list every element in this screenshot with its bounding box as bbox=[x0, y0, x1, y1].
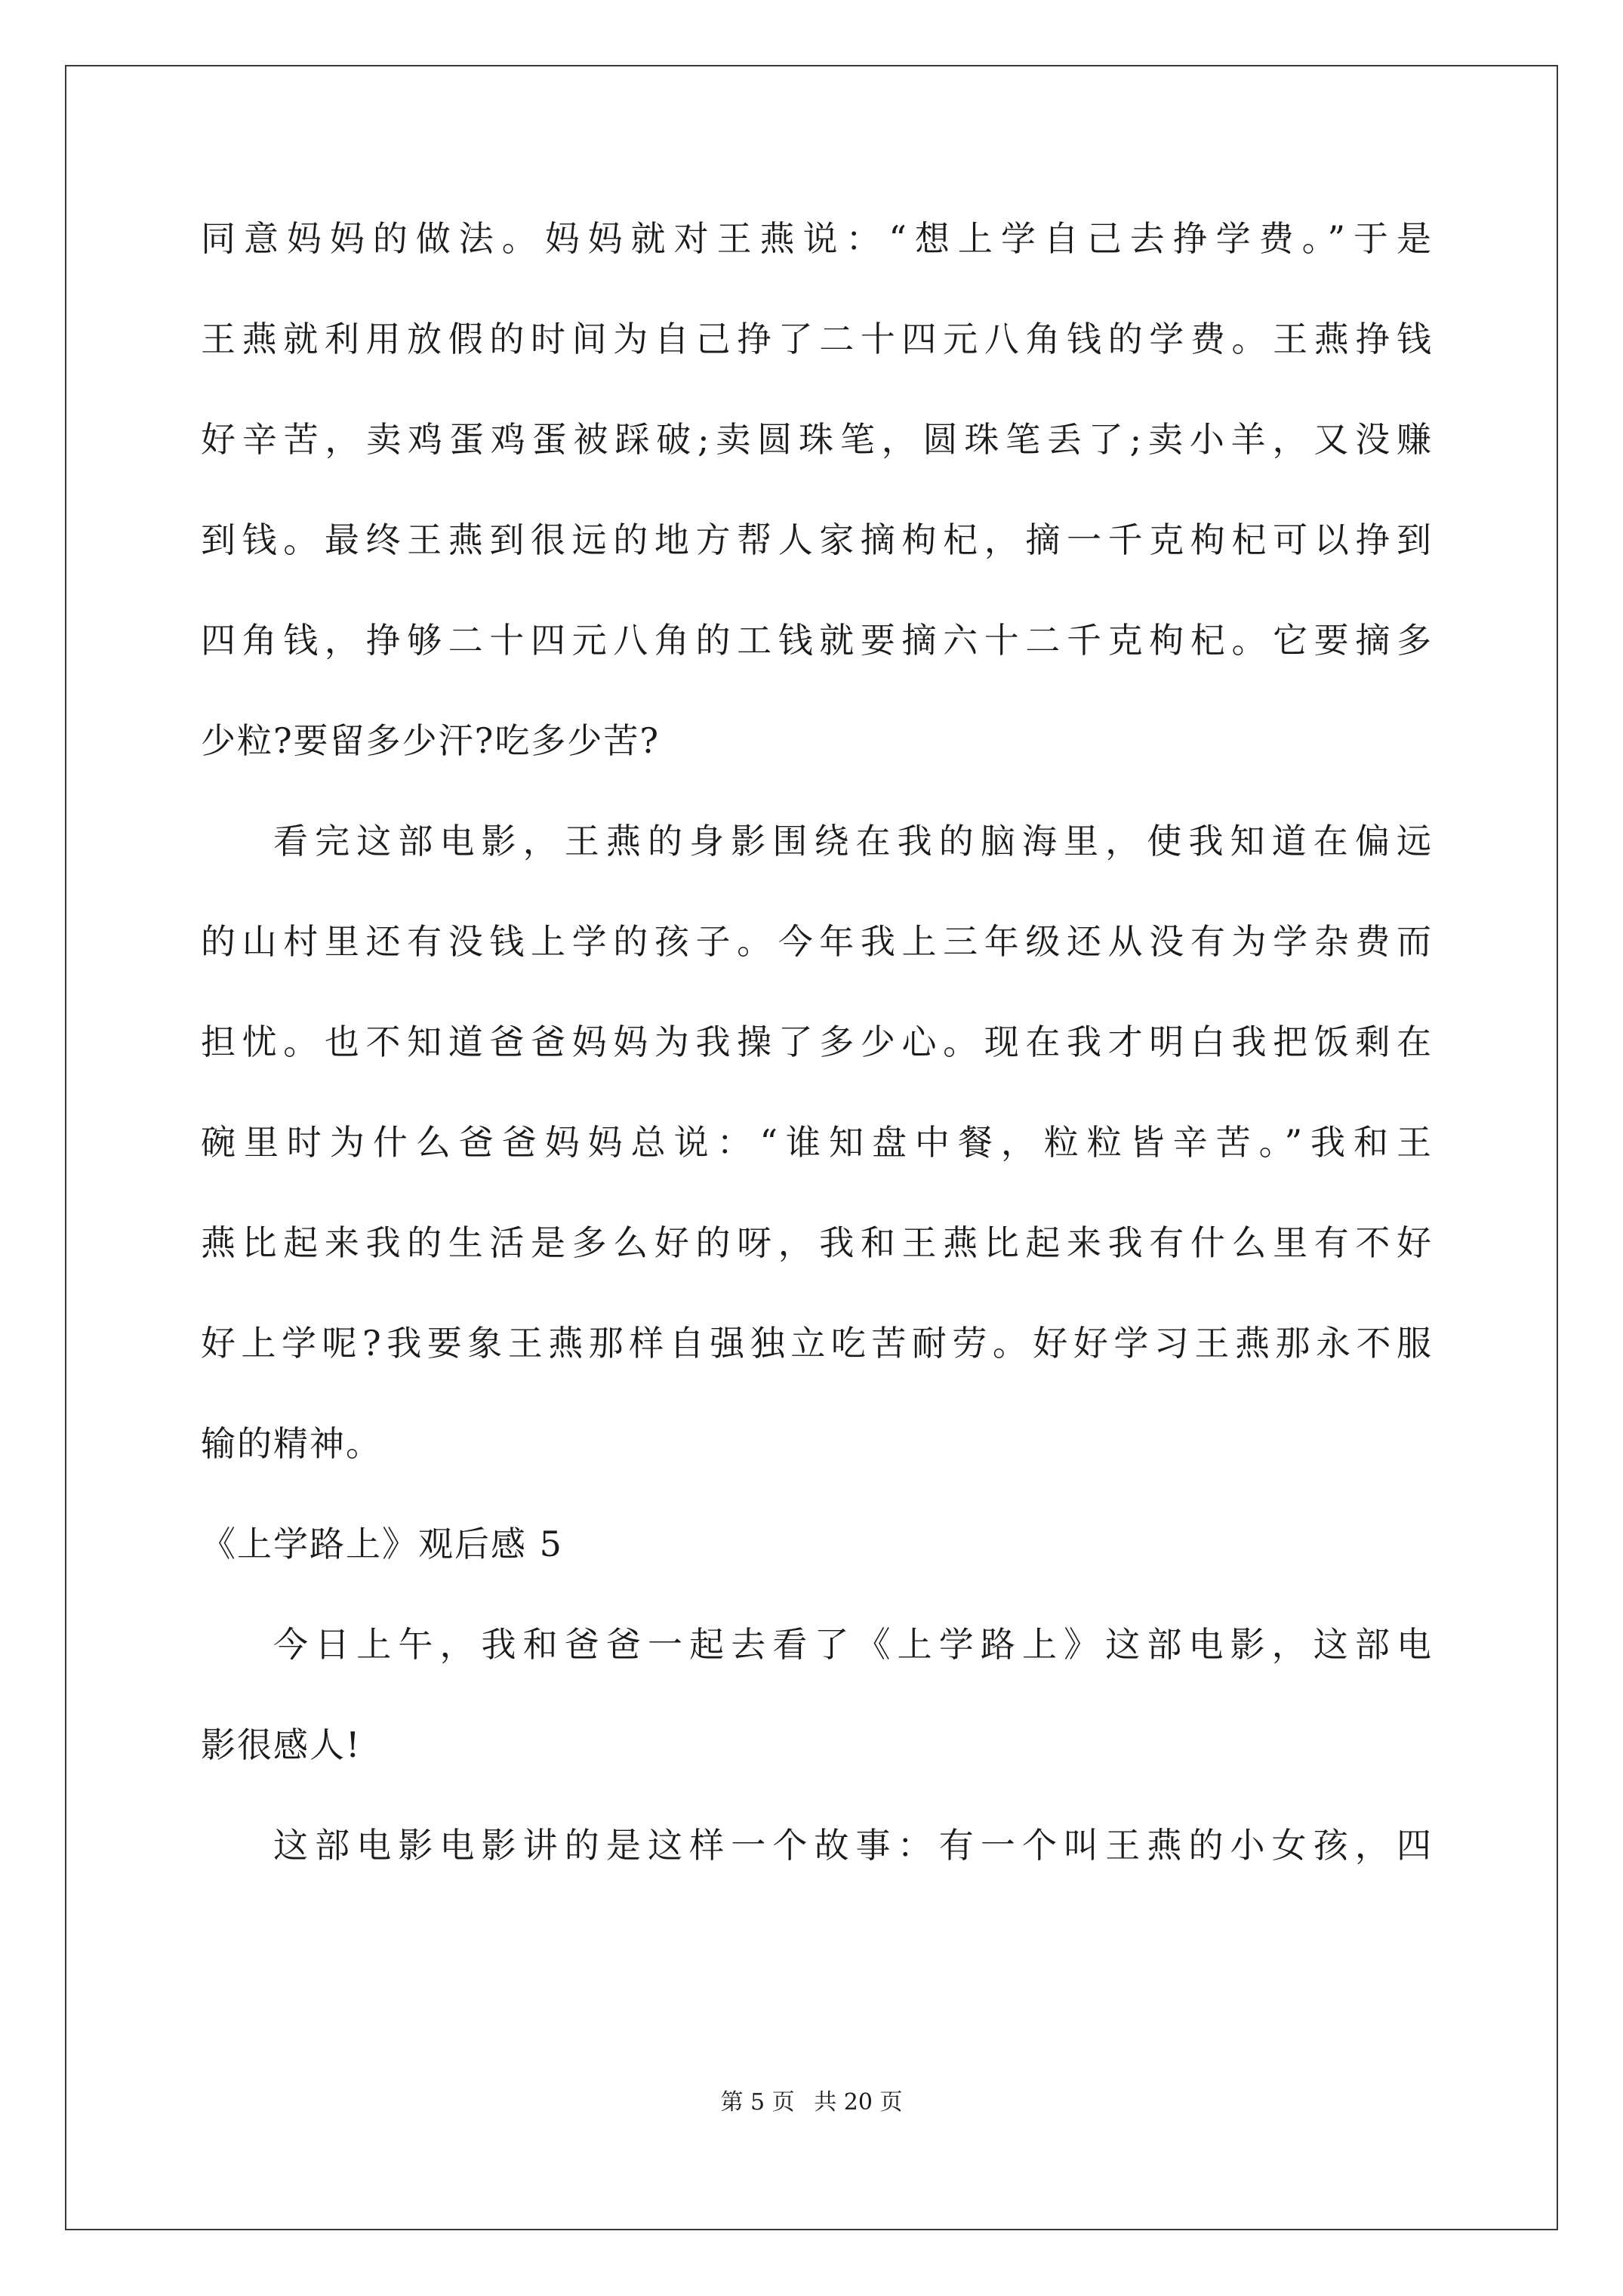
paragraph-line: 燕比起来我的生活是多么好的呀，我和王燕比起来我有什么里有不好 bbox=[201, 1222, 1433, 1263]
paragraph-line: 今日上午，我和爸爸一起去看了《上学路上》这部电影，这部电 bbox=[273, 1624, 1433, 1665]
paragraph-line: 这部电影电影讲的是这样一个故事：有一个叫王燕的小女孩，四 bbox=[273, 1825, 1433, 1866]
paragraph-line: 好上学呢?我要象王燕那样自强独立吃苦耐劳。好好学习王燕那永不服 bbox=[201, 1323, 1433, 1364]
paragraph-line: 担忧。也不知道爸爸妈妈为我操了多少心。现在我才明白我把饭剩在 bbox=[201, 1022, 1433, 1062]
paragraph-line: 四角钱，挣够二十四元八角的工钱就要摘六十二千克枸杞。它要摘多 bbox=[201, 620, 1433, 661]
paragraph-line: 看完这部电影，王燕的身影围绕在我的脑海里，使我知道在偏远 bbox=[273, 821, 1433, 861]
paragraph-line: 少粒?要留多少汗?吃多少苦? bbox=[201, 720, 660, 761]
paragraph-line: 到钱。最终王燕到很远的地方帮人家摘枸杞，摘一千克枸杞可以挣到 bbox=[201, 519, 1433, 560]
paragraph-line: 碗里时为什么爸爸妈妈总说：“谁知盘中餐，粒粒皆辛苦。”我和王 bbox=[201, 1122, 1433, 1163]
section-heading: 《上学路上》观后感 5 bbox=[201, 1524, 563, 1564]
document-body bbox=[201, 189, 1433, 1896]
paragraph-line: 同意妈妈的做法。妈妈就对王燕说：“想上学自己去挣学费。”于是 bbox=[201, 218, 1433, 259]
page-footer bbox=[0, 2088, 1623, 2118]
page-total: 共 20 页 bbox=[814, 2089, 903, 2116]
paragraph-line: 好辛苦，卖鸡蛋鸡蛋被踩破;卖圆珠笔，圆珠笔丢了;卖小羊，又没赚 bbox=[201, 419, 1433, 460]
paragraph-line: 王燕就利用放假的时间为自己挣了二十四元八角钱的学费。王燕挣钱 bbox=[201, 319, 1433, 359]
paragraph-line: 输的精神。 bbox=[201, 1423, 382, 1464]
paragraph-line: 影很感人! bbox=[201, 1724, 362, 1765]
paragraph-line: 的山村里还有没钱上学的孩子。今年我上三年级还从没有为学杂费而 bbox=[201, 921, 1433, 962]
page-number: 第 5 页 bbox=[720, 2089, 795, 2116]
